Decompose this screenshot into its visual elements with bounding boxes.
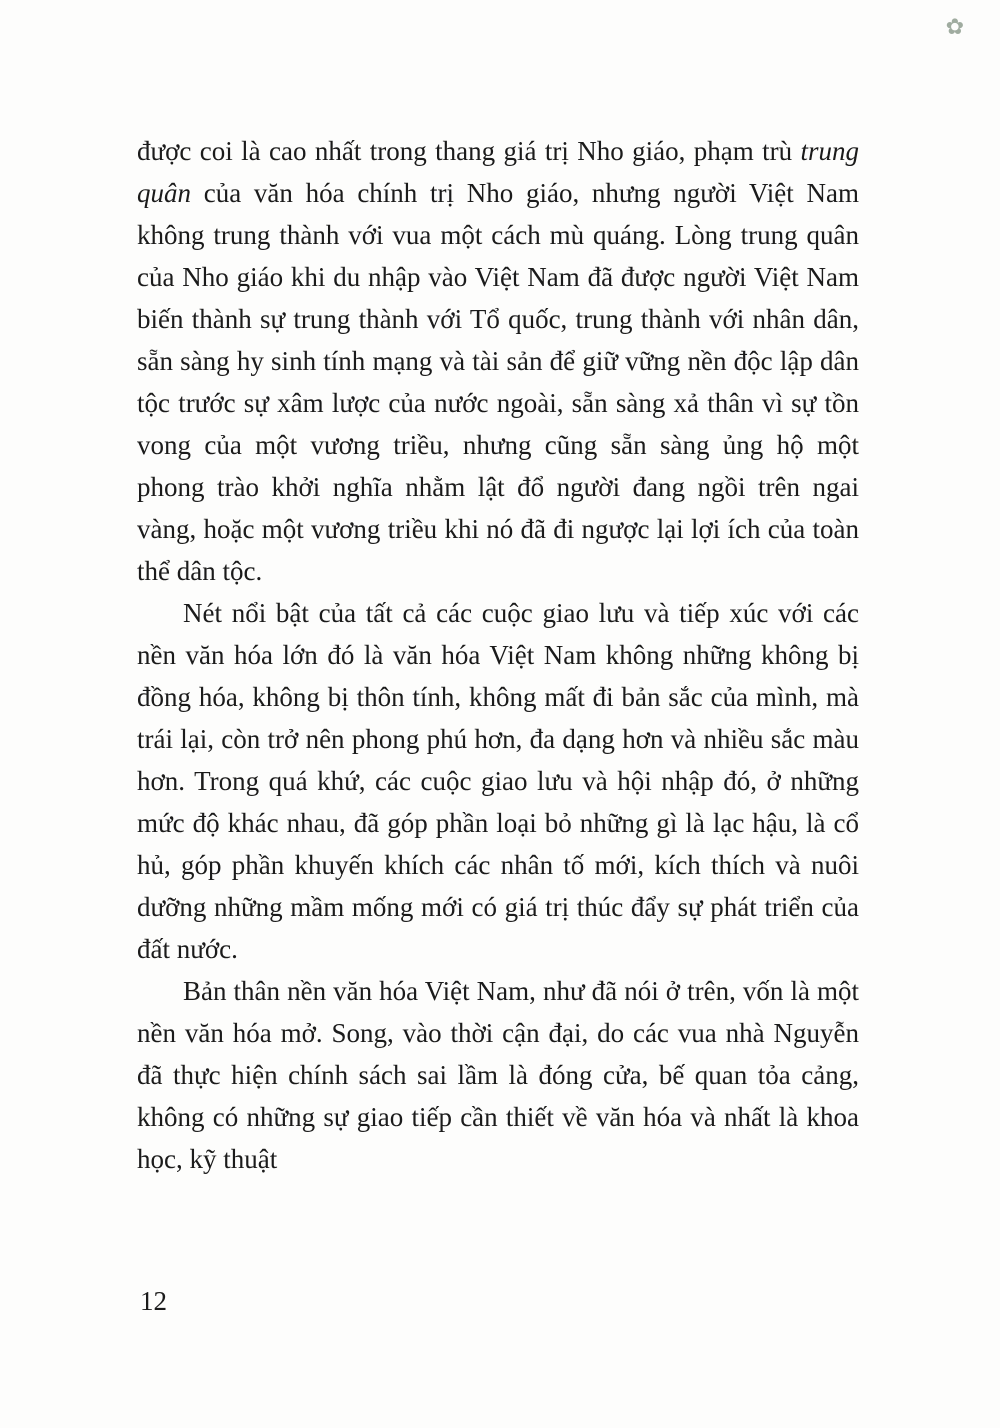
page-number: 12 <box>140 1286 167 1316</box>
paragraph-text: được coi là cao nhất trong thang giá trị Nho giáo, phạm trù <box>137 136 801 166</box>
paragraph-text-italic: trung quân <box>137 136 859 208</box>
paragraph <box>137 592 859 970</box>
paragraph-text: của văn hóa chính trị Nho giáo, nhưng người Việt Nam không trung thành với vua một cách mù quáng. Lòng trung quân của Nho giáo khi du nhập vào Việt Nam đã được người Việt Nam biến thành sự trung thành với Tổ quốc, trung thành với nhân dân, sẵn sàng hy sinh tính mạng và tài sản để giữ vững nền độc lập dân tộc trước sự xâm lược của nước ngoài, sẵn sàng xả thân vì sự tồn vong của một vương triều, nhưng cũng sẵn sàng ủng hộ một phong trào khởi nghĩa nhằm lật đổ người đang ngồi trên ngai vàng, hoặc một vương triều khi nó đã đi ngược lại lợi ích của toàn thể dân tộc. <box>137 178 859 586</box>
paragraph-text: Nét nổi bật của tất cả các cuộc giao lưu và tiếp xúc với các nền văn hóa lớn đó là văn hóa Việt Nam không những không bị đồng hóa, không bị thôn tính, không mất đi bản sắc của mình, mà trái lại, còn trở nên phong phú hơn, đa dạng hơn và nhiều sắc màu hơn. Trong quá khứ, các cuộc giao lưu và hội nhập đó, ở những mức độ khác nhau, đã góp phần loại bỏ những gì là lạc hậu, là cổ hủ, góp phần khuyến khích các nhân tố mới, kích thích và nuôi dưỡng những mầm mống mới có giá trị thúc đẩy sự phát triển của đất nước. <box>137 598 859 964</box>
paragraph-text: Bản thân nền văn hóa Việt Nam, như đã nói ở trên, vốn là một nền văn hóa mở. Song, vào thời cận đại, do các vua nhà Nguyễn đã thực hiện chính sách sai lầm là đóng cửa, bế quan tỏa cảng, không có những sự giao tiếp cần thiết về văn hóa và nhất là khoa học, kỹ thuật <box>137 976 859 1174</box>
flower-ornament-icon: ✿ <box>945 14 964 39</box>
page-body <box>137 130 859 1180</box>
paragraph <box>137 130 859 592</box>
paragraph <box>137 970 859 1180</box>
